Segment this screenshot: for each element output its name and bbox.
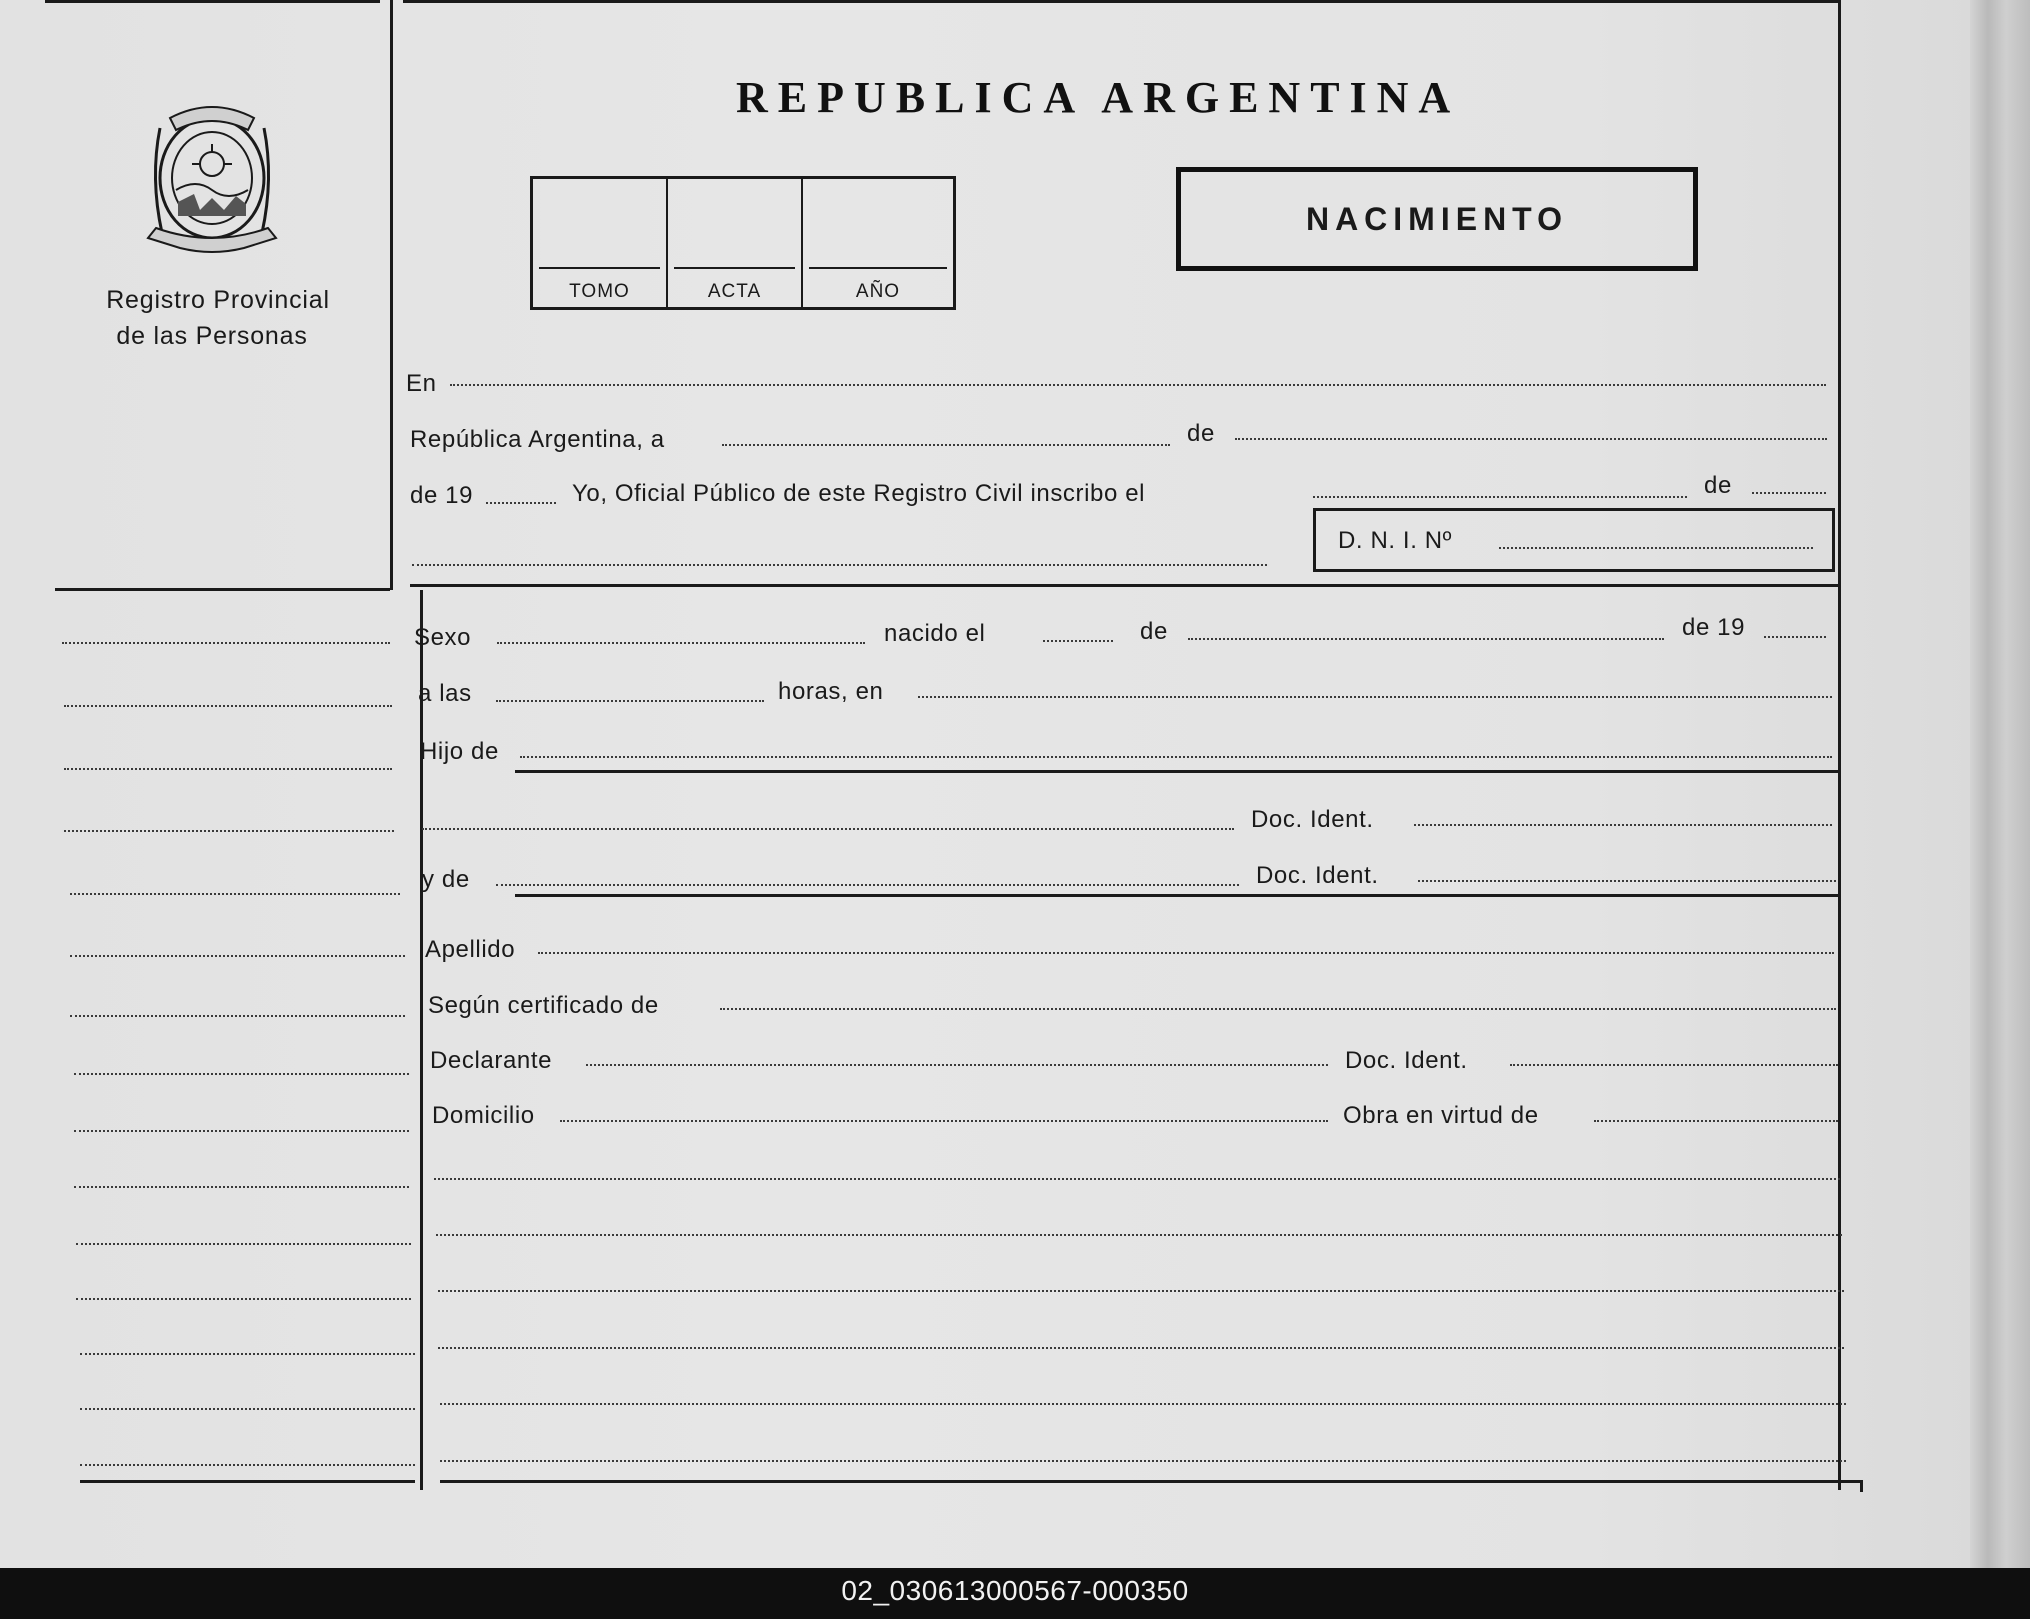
page-edge [1970, 0, 2030, 1568]
sidebar-line[interactable] [70, 893, 400, 895]
ano-underline [809, 267, 947, 269]
top-border-right [403, 0, 1838, 3]
notes-line[interactable] [436, 1234, 1842, 1236]
acta-label: ACTA [707, 281, 762, 302]
section-separator [410, 584, 1838, 587]
field-month[interactable] [1235, 438, 1827, 440]
image-id-label: 02_030613000567-000350 [841, 1575, 1189, 1606]
label-dni: D. N. I. Nº [1338, 527, 1453, 554]
tomo-label: TOMO [569, 281, 630, 302]
parents-separator [515, 894, 1838, 897]
field-name[interactable] [412, 564, 1267, 566]
field-sexo[interactable] [497, 642, 865, 644]
dni-box [1313, 508, 1835, 572]
field-hour[interactable] [496, 700, 764, 702]
sidebar-line[interactable] [64, 830, 394, 832]
field-year[interactable] [486, 502, 556, 504]
notes-line[interactable] [438, 1347, 1844, 1349]
field-certificado[interactable] [720, 1008, 1836, 1010]
label-de-19: de 19 [410, 482, 474, 509]
label-hijo-de: Hijo de [420, 738, 499, 765]
sidebar-line[interactable] [74, 1073, 409, 1075]
field-birth-place[interactable] [918, 696, 1832, 698]
field-mother-doc[interactable] [1418, 880, 1836, 882]
field-declarante-doc[interactable] [1510, 1064, 1838, 1066]
field-mother[interactable] [496, 884, 1239, 886]
bottom-border-left [80, 1480, 415, 1483]
label-de-month: de [1187, 420, 1215, 447]
record-number-box [530, 176, 956, 310]
sidebar-line[interactable] [74, 1130, 409, 1132]
sidebar-line[interactable] [70, 955, 405, 957]
label-sexo: Sexo [414, 624, 472, 651]
field-father-cont[interactable] [422, 828, 1234, 830]
ano-label: AÑO [855, 281, 901, 302]
provincial-seal-icon [140, 98, 285, 258]
field-birth-day[interactable] [1043, 640, 1113, 642]
label-en: En [406, 370, 437, 397]
top-border-left [45, 0, 380, 3]
label-doc-ident-father: Doc. Ident. [1251, 806, 1374, 833]
notes-line[interactable] [440, 1460, 1846, 1462]
sidebar-line[interactable] [80, 1464, 415, 1466]
document-type-label: NACIMIENTO [1305, 200, 1569, 237]
label-doc-ident-declarante: Doc. Ident. [1345, 1047, 1468, 1074]
page-title: REPUBLICA ARGENTINA [736, 73, 1461, 122]
label-de-inscribe: de [1704, 472, 1732, 499]
notes-line[interactable] [440, 1403, 1846, 1405]
sidebar-line[interactable] [80, 1353, 415, 1355]
sidebar-line[interactable] [62, 642, 390, 644]
registry-name-line1: Registro Provincial [106, 286, 330, 314]
field-father-doc[interactable] [1414, 824, 1832, 826]
acta-underline [674, 267, 795, 269]
field-birth-month[interactable] [1188, 638, 1664, 640]
label-declarante: Declarante [430, 1047, 553, 1074]
field-dni[interactable] [1499, 547, 1813, 549]
tomo-cell[interactable] [533, 179, 668, 307]
field-apellido[interactable] [538, 952, 1834, 954]
notes-line[interactable] [438, 1290, 1844, 1292]
right-border-lower [1860, 1480, 1863, 1492]
right-border [1838, 0, 1841, 1490]
document-type-box [1176, 167, 1698, 271]
ano-cell[interactable] [803, 179, 953, 307]
label-republica-a: República Argentina, a [410, 426, 665, 453]
notes-line[interactable] [434, 1178, 1840, 1180]
label-y-de: y de [422, 866, 470, 893]
label-segun-certificado: Según certificado de [428, 992, 659, 1019]
field-day[interactable] [722, 444, 1170, 446]
sidebar-separator [55, 588, 390, 591]
label-horas-en: horas, en [778, 678, 884, 705]
hijo-separator [515, 770, 1838, 773]
field-en[interactable] [450, 384, 1826, 386]
field-declarante[interactable] [586, 1064, 1328, 1066]
sidebar-line[interactable] [80, 1408, 415, 1410]
field-birth-year[interactable] [1764, 636, 1826, 638]
sidebar-divider-lower [420, 590, 423, 1490]
field-father[interactable] [520, 756, 1832, 758]
tomo-underline [539, 267, 660, 269]
field-obra-en-virtud[interactable] [1594, 1120, 1838, 1122]
label-de-19-birth: de 19 [1682, 614, 1746, 641]
sidebar-line[interactable] [74, 1186, 409, 1188]
label-a-las: a las [418, 680, 472, 707]
sidebar-line[interactable] [76, 1298, 411, 1300]
field-inscribe-date[interactable] [1313, 496, 1687, 498]
acta-cell[interactable] [668, 179, 803, 307]
label-domicilio: Domicilio [432, 1102, 535, 1129]
sidebar-line[interactable] [64, 705, 392, 707]
registry-name-line2: de las Personas [116, 322, 308, 350]
label-apellido: Apellido [425, 936, 516, 963]
sidebar-line[interactable] [76, 1243, 411, 1245]
field-domicilio[interactable] [560, 1120, 1328, 1122]
sidebar-line[interactable] [64, 768, 392, 770]
label-obra-en-virtud: Obra en virtud de [1343, 1102, 1539, 1129]
field-inscribe-month[interactable] [1752, 492, 1826, 494]
sidebar-divider [390, 0, 393, 590]
label-doc-ident-mother: Doc. Ident. [1256, 862, 1379, 889]
label-nacido-el: nacido el [884, 620, 986, 647]
label-yo-oficial: Yo, Oficial Público de este Registro Civil inscribo el [572, 480, 1146, 507]
sidebar-line[interactable] [70, 1015, 405, 1017]
bottom-border-right [440, 1480, 1860, 1483]
label-de-birth-month: de [1140, 618, 1168, 645]
